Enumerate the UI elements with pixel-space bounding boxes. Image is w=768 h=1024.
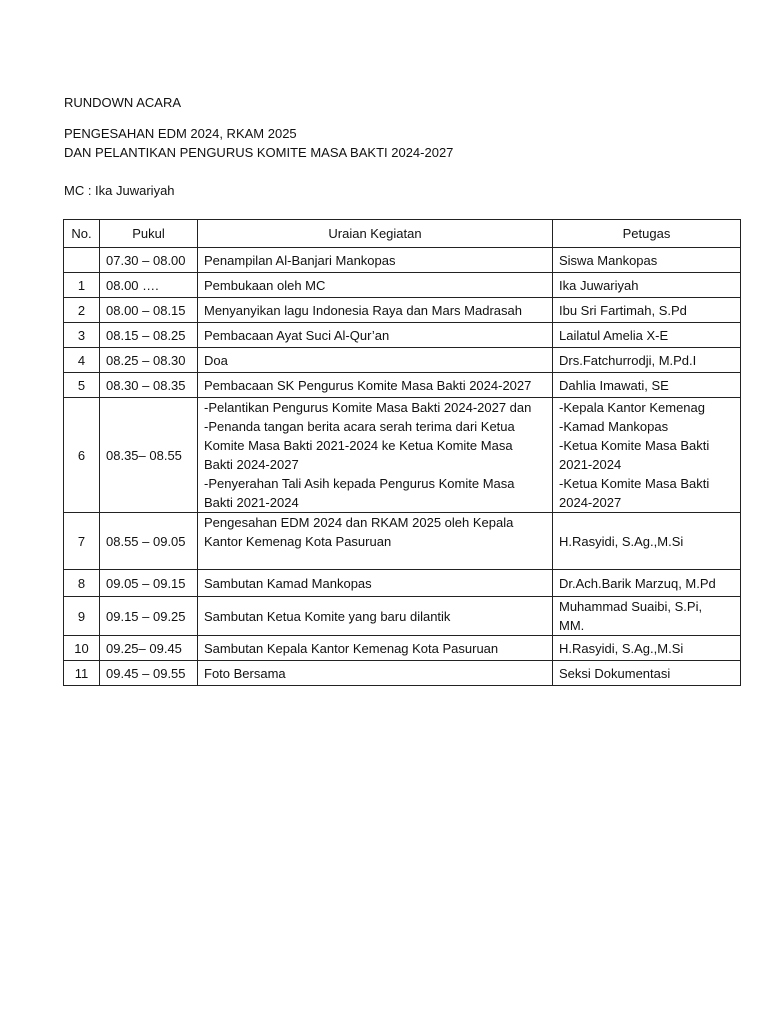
cell-time: 08.15 – 08.25 — [100, 323, 198, 348]
document-subtitle-line-2: DAN PELANTIKAN PENGURUS KOMITE MASA BAKTI 2024-2027 — [64, 145, 454, 160]
mc-line: MC : Ika Juwariyah — [64, 183, 175, 198]
cell-time: 09.15 – 09.25 — [100, 597, 198, 636]
cell-no: 9 — [64, 597, 100, 636]
cell-time: 09.05 – 09.15 — [100, 570, 198, 597]
cell-time: 07.30 – 08.00 — [100, 248, 198, 273]
cell-no: 10 — [64, 636, 100, 661]
document-title: RUNDOWN ACARA — [64, 95, 182, 110]
cell-activity: Sambutan Kamad Mankopas — [198, 570, 553, 597]
cell-no: 5 — [64, 373, 100, 398]
cell-time: 09.45 – 09.55 — [100, 661, 198, 686]
activity-line: -Penyerahan Tali Asih kepada Pengurus Komite Masa — [204, 476, 515, 491]
cell-officer — [553, 597, 741, 636]
cell-officer: Lailatul Amelia X-E — [553, 323, 741, 348]
table-row — [64, 661, 741, 686]
officer-line: 2021-2024 — [559, 457, 622, 472]
cell-activity: Pembacaan Ayat Suci Al-Qur’an — [198, 323, 553, 348]
activity-line: Kantor Kemenag Kota Pasuruan — [204, 534, 392, 549]
cell-officer: Drs.Fatchurrodji, M.Pd.I — [553, 348, 741, 373]
cell-activity: Sambutan Kepala Kantor Kemenag Kota Pasuruan — [198, 636, 553, 661]
cell-activity: Penampilan Al-Banjari Mankopas — [198, 248, 553, 273]
officer-line: -Kamad Mankopas — [559, 419, 669, 434]
cell-officer: H.Rasyidi, S.Ag.,M.Si — [553, 636, 741, 661]
cell-no: 6 — [64, 398, 100, 513]
header-officer: Petugas — [553, 220, 741, 248]
activity-line: -Penanda tangan berita acara serah terima dari Ketua — [204, 419, 515, 434]
cell-officer: Seksi Dokumentasi — [553, 661, 741, 686]
cell-officer: Siswa Mankopas — [553, 248, 741, 273]
cell-time: 09.25– 09.45 — [100, 636, 198, 661]
cell-activity: Menyanyikan lagu Indonesia Raya dan Mars Madrasah — [198, 298, 553, 323]
cell-no: 3 — [64, 323, 100, 348]
table-row — [64, 248, 741, 273]
rundown-table — [63, 219, 741, 686]
table-row — [64, 323, 741, 348]
header-activity: Uraian Kegiatan — [198, 220, 553, 248]
cell-activity — [198, 513, 553, 570]
officer-line: -Ketua Komite Masa Bakti — [559, 438, 710, 453]
officer-line: -Kepala Kantor Kemenag — [559, 400, 705, 415]
cell-no: 8 — [64, 570, 100, 597]
cell-activity — [198, 398, 553, 513]
cell-time: 08.30 – 08.35 — [100, 373, 198, 398]
cell-no: 1 — [64, 273, 100, 298]
cell-no: 4 — [64, 348, 100, 373]
cell-time: 08.25 – 08.30 — [100, 348, 198, 373]
activity-line: Bakti 2021-2024 — [204, 495, 299, 510]
officer-line: Muhammad Suaibi, S.Pi, — [559, 599, 703, 614]
table-row — [64, 348, 741, 373]
cell-officer: Dr.Ach.Barik Marzuq, M.Pd — [553, 570, 741, 597]
activity-line: Bakti 2024-2027 — [204, 457, 299, 472]
cell-activity: Pembacaan SK Pengurus Komite Masa Bakti 2024-2027 — [198, 373, 553, 398]
table-row — [64, 298, 741, 323]
cell-time: 08.00 …. — [100, 273, 198, 298]
cell-time: 08.00 – 08.15 — [100, 298, 198, 323]
cell-no: 7 — [64, 513, 100, 570]
table-row — [64, 273, 741, 298]
cell-officer: Ika Juwariyah — [553, 273, 741, 298]
cell-no: 11 — [64, 661, 100, 686]
activity-line: Pengesahan EDM 2024 dan RKAM 2025 oleh Kepala — [204, 515, 514, 530]
activity-line: -Pelantikan Pengurus Komite Masa Bakti 2024-2027 dan — [204, 400, 532, 415]
table-header-row — [64, 220, 741, 248]
cell-activity: Doa — [198, 348, 553, 373]
table-row — [64, 636, 741, 661]
table-row — [64, 398, 741, 513]
cell-officer: Dahlia Imawati, SE — [553, 373, 741, 398]
officer-line: 2024-2027 — [559, 495, 622, 510]
officer-line: MM. — [559, 618, 585, 633]
cell-officer: H.Rasyidi, S.Ag.,M.Si — [553, 513, 741, 570]
activity-line: Komite Masa Bakti 2021-2024 ke Ketua Komite Masa — [204, 438, 513, 453]
cell-activity: Foto Bersama — [198, 661, 553, 686]
cell-no: 2 — [64, 298, 100, 323]
cell-time: 08.35– 08.55 — [100, 398, 198, 513]
table-row — [64, 570, 741, 597]
table-row — [64, 597, 741, 636]
cell-officer: Ibu Sri Fartimah, S.Pd — [553, 298, 741, 323]
header-time: Pukul — [100, 220, 198, 248]
table-row — [64, 373, 741, 398]
cell-time: 08.55 – 09.05 — [100, 513, 198, 570]
cell-no — [64, 248, 100, 273]
table-row — [64, 513, 741, 570]
cell-activity: Sambutan Ketua Komite yang baru dilantik — [198, 597, 553, 636]
cell-officer — [553, 398, 741, 513]
document-subtitle-line-1: PENGESAHAN EDM 2024, RKAM 2025 — [64, 126, 297, 141]
officer-line: -Ketua Komite Masa Bakti — [559, 476, 710, 491]
cell-activity: Pembukaan oleh MC — [198, 273, 553, 298]
header-no: No. — [64, 220, 100, 248]
